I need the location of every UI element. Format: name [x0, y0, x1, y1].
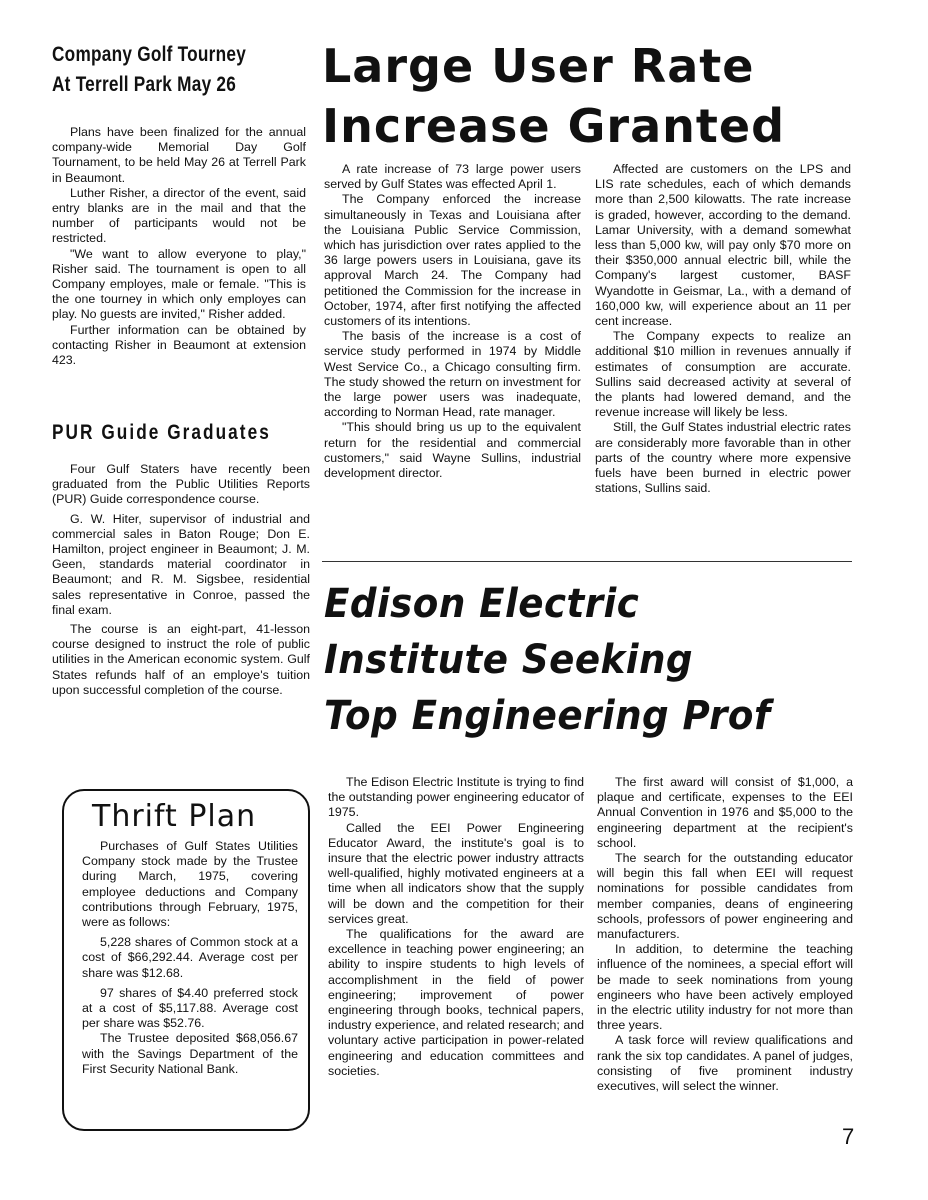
edison-col2-paragraph-4: A task force will review qualifications and rank the six top candidates. A panel of judges, consisting of five prominent industry executives, will select the winner. [597, 1033, 853, 1094]
pur-article-body [52, 462, 310, 698]
thrift-plan-body [82, 839, 298, 1077]
rate-heading-line2: Increase Granted [322, 99, 785, 153]
rate-heading [322, 36, 902, 156]
edison-col2-paragraph-1: The first award will consist of $1,000, a plaque and certificate, expenses to the EEI Annual Convention in 1976 and $5,000 to the engineering department at the recipient's school. [597, 775, 853, 850]
edison-col1-paragraph-1: The Edison Electric Institute is trying to find the outstanding power engineering educator of 1975. [328, 775, 584, 820]
rate-col1-paragraph-3: The basis of the increase is a cost of service study performed in 1974 by Middle West Service Co., a Chicago consulting firm. The study showed the return on investment for the large power users was inadequate, according to Norman Head, rate manager. [324, 329, 581, 420]
golf-paragraph-1: Plans have been finalized for the annual company-wide Memorial Day Golf Tournament, to be held May 26 at Terrell Park in Beaumont. [52, 125, 306, 185]
pur-heading: PUR Guide Graduates [52, 421, 271, 444]
golf-paragraph-4: Further information can be obtained by contacting Risher in Beaumont at extension 423. [52, 322, 306, 368]
golf-article-body [52, 125, 306, 368]
page-number: 7 [842, 1124, 855, 1149]
thrift-plan-title: Thrift Plan [92, 799, 257, 834]
edison-col1-paragraph-3: The qualifications for the award are excellence in teaching power engineering; an ability to inspire students to high levels of accomplishment in the field of power engineering; improvement of power engineering through books, technical papers, industry experience, and related research; and voluntary active participation in power-related engineering and education committees and societies. [328, 927, 584, 1078]
edison-col2-paragraph-2: The search for the outstanding educator will begin this fall when EEI will request nominations for possible candidates from member companies, deans of engineering schools, professors of power engineering and manufacturers. [597, 851, 853, 942]
thrift-paragraph-3: 97 shares of $4.40 preferred stock at a cost of $5,117.88. Average cost per share was $52.76. [82, 985, 298, 1031]
edison-col1-paragraph-2: Called the EEI Power Engineering Educator Award, the institute's goal is to insure that the electric power industry attracts well-qualified, highly motivated engineers at a time when all indicators show that the supply will be down and the competition for their services great. [328, 820, 584, 926]
golf-paragraph-3: "We want to allow everyone to play," Risher said. The tournament is open to all Company employes, male or female. "This is the one tourney in which only employes can play. No guests are invited," Risher added. [52, 246, 306, 322]
rate-col2-paragraph-3: Still, the Gulf States industrial electric rates are considerably more favorable than in other parts of the country where more expensive fuels have been burned in electric power stations, Sullins said. [595, 420, 851, 496]
edison-column-1 [328, 775, 584, 1079]
rate-col1-paragraph-4: "This should bring us up to the equivalent return for the residential and commercial customers," said Wayne Sullins, industrial development director. [324, 420, 581, 481]
edison-heading-line2: Institute Seeking [324, 637, 693, 683]
golf-heading-line1: Company Golf Tourney [52, 43, 247, 66]
pur-paragraph-1: Four Gulf Staters have recently been graduated from the Public Utilities Reports (PUR) Guide correspondence course. [52, 462, 310, 507]
rate-column-1 [324, 162, 581, 481]
thrift-paragraph-1: Purchases of Gulf States Utilities Company stock made by the Trustee during March, 1975, covering employee deductions and Company contributions through February, 1975, were as follows: [82, 839, 298, 930]
rate-col2-paragraph-1: Affected are customers on the LPS and LIS rate schedules, each of which demands more than 2,500 kilowatts. The rate increase is graded, however, according to the demand. Lamar University, with a demand somewhat less than 5,000 kw, will pay only $70 more on their $350,000 annual electric bill, while the Company's largest customer, BASF Wyandotte in Geismar, La., with a demand of 160,000 kw, will experience about an 11 per cent increase. [595, 162, 851, 329]
thrift-paragraph-4: The Trustee deposited $68,056.67 with the Savings Department of the First Security National Bank. [82, 1031, 298, 1076]
golf-heading [52, 40, 332, 100]
rate-col2-paragraph-2: The Company expects to realize an additional $10 million in revenues annually if estimates of consumption are accurate. Sullins said decreased activity at several of the plants had lowered demand, and the revenue increase will likely be less. [595, 329, 851, 420]
rate-col1-paragraph-2: The Company enforced the increase simultaneously in Texas and Louisiana after the Louisiana Public Service Commission, which has jurisdiction over rates applied to the 36 large powers users in Louisiana, gave its approval March 24. The Company had petitioned the Commission for the increase in October, 1974, after first notifying the affected customers of its intentions. [324, 192, 581, 329]
edison-col2-paragraph-3: In addition, to determine the teaching influence of the nominees, a special effort will be made to seek nominations from young engineers who have been actively employed in the electric utility industry for not more than three years. [597, 942, 853, 1033]
thrift-paragraph-2: 5,228 shares of Common stock at a cost of $66,292.44. Average cost per share was $12.68. [82, 935, 298, 980]
edison-column-2 [597, 775, 853, 1094]
rate-col1-paragraph-1: A rate increase of 73 large power users served by Gulf States was effected April 1. [324, 162, 581, 192]
golf-paragraph-2: Luther Risher, a director of the event, said entry blanks are in the mail and that the number of participants would not be restricted. [52, 185, 306, 246]
edison-heading [324, 576, 904, 744]
pur-paragraph-2: G. W. Hiter, supervisor of industrial and commercial sales in Baton Rouge; Don E. Hamilton, project engineer in Beaumont; J. M. Geen, standards material coordinator in Beaumont; and R. M. Sigsbee, residential sales representative in Conroe, passed the final exam. [52, 511, 310, 617]
rate-heading-line1: Large User Rate [322, 39, 755, 93]
edison-heading-line1: Edison Electric [324, 581, 640, 627]
golf-heading-line2: At Terrell Park May 26 [52, 73, 237, 96]
rate-column-2 [595, 162, 851, 496]
pur-paragraph-3: The course is an eight-part, 41-lesson course designed to instruct the role of public utilities in the American economic system. Gulf States refunds half of an employe's tuition upon successful completion of the course. [52, 622, 310, 697]
section-divider [322, 561, 852, 562]
edison-heading-line3: Top Engineering Prof [324, 693, 771, 739]
thrift-plan-box [62, 789, 310, 1131]
